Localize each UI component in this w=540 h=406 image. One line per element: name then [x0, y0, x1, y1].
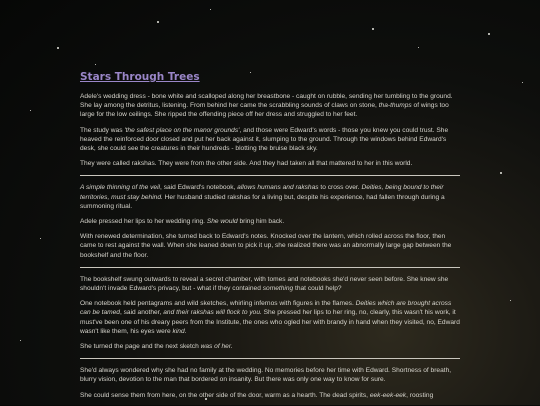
- text-run: , and those were Edward's words - those you knew you could trust. She heaved the reinforced door closed and put her back against it, slumping to the ground. Through the windows behind Edward's desk, she could see the creatures in their hundreds - blotting the bruise black sky.: [80, 126, 449, 153]
- section-divider: [80, 175, 460, 176]
- text-run: .: [184, 327, 187, 335]
- story-paragraph: [80, 366, 460, 384]
- text-run: One notebook held pentagrams and wild sketches, whirling infernos with figures in the flames.: [80, 300, 356, 308]
- story-paragraph: [80, 232, 460, 260]
- text-run: The study was: [80, 126, 125, 134]
- star: [418, 47, 419, 48]
- section-divider: [80, 267, 460, 268]
- star: [20, 340, 21, 341]
- italic-text: She would: [206, 218, 238, 226]
- story-paragraph: [80, 183, 460, 211]
- text-run: She'd always wondered why she had no family at the wedding. No memories before her time with Edward. Shortness of breath, blurry vision, devotion to the man that bordered on insanity. But there was only one way to know for sure.: [80, 367, 452, 384]
- text-run: Adele pressed her lips to her wedding ring.: [80, 218, 207, 226]
- story-paragraph: [80, 299, 460, 336]
- story-paragraph: [80, 342, 460, 351]
- story-title[interactable]: Stars Through Trees: [80, 71, 200, 83]
- text-run: of wings too large for the low ceilings. She ripped the offending piece off her dress and struggled to her feet.: [80, 102, 449, 119]
- star: [30, 110, 31, 111]
- star: [500, 172, 502, 174]
- star: [157, 21, 159, 23]
- italic-text: tha-thumps: [378, 102, 412, 110]
- story-paragraph: [80, 92, 460, 120]
- star: [510, 300, 511, 301]
- text-run: She pressed her lips to her ring, no, clearly, this wasn't his work, it must've been one of his dreary peers from the Institute, the ones who ogled her with brandy in hand when they visited, no, Edward wasn't like them, his eyes were: [80, 309, 460, 335]
- star: [522, 82, 523, 83]
- section-divider: [80, 358, 460, 359]
- story-body: [80, 92, 460, 400]
- italic-text: Deities which are brought across can be tamed: [80, 300, 452, 317]
- text-run: She turned the page and the next sketch: [80, 343, 201, 351]
- text-run: She could sense them from here, on the other side of the door, warm as a hearth. The dead spirits,: [80, 391, 370, 399]
- story-page: [80, 62, 460, 406]
- star: [57, 47, 59, 49]
- italic-text: Deities, being bound to their territories, must stay behind.: [80, 184, 444, 201]
- italic-text: was of her.: [200, 343, 233, 351]
- story-paragraph: [80, 126, 460, 154]
- star: [40, 238, 41, 239]
- story-paragraph: [80, 391, 460, 400]
- text-run: , said Edward's notebook,: [160, 184, 238, 192]
- text-run: to cross over.: [318, 184, 362, 192]
- story-paragraph: [80, 159, 460, 168]
- text-run: The bookshelf swung outwards to reveal a secret chamber, with tomes and notebooks she'd never seen before. She knew she shouldn't invade Edward's privacy, but - what if they contained: [80, 275, 449, 293]
- text-run: Adele's wedding dress - bone white and scalloped along her breastbone - caught on rubble, sending her tumbling to the ground. She lay among the detritus, listening. From behind her came the scrabbling sounds of claws on stone,: [80, 93, 453, 110]
- text-run: They were called rakshas. They were from the other side. And they had taken all that mattered to her in this world.: [80, 160, 413, 168]
- italic-text: A simple thinning of the veil: [80, 184, 161, 192]
- italic-text: allows humans and rakshas: [237, 184, 319, 192]
- text-run: bring him back.: [237, 218, 285, 226]
- italic-text: kind: [172, 327, 185, 335]
- text-run: With renewed determination, she turned back to Edward's notes. Knocked over the lantern, which rolled across the floor, then came to rest against the wall. When she leaned down to pick it up, she realized there was an abnormally large gap between the bookshelf and the floor.: [80, 233, 452, 259]
- text-run: that could help?: [293, 285, 342, 293]
- text-run: , roosting: [406, 391, 434, 399]
- text-run: Her husband studied rakshas for a living but, despite his experience, had fallen through during a summoning ritual.: [80, 193, 445, 210]
- star: [372, 28, 374, 30]
- italic-text: something: [262, 285, 294, 293]
- text-run: , said another,: [119, 309, 164, 317]
- star: [210, 9, 211, 10]
- italic-text: and their rakshas will flock to you.: [163, 309, 262, 317]
- story-paragraph: [80, 275, 460, 293]
- story-paragraph: [80, 217, 460, 226]
- italic-text: eek-eek-eek: [369, 391, 407, 399]
- italic-text: 'the safest place on the manor grounds': [124, 126, 240, 134]
- star: [488, 33, 490, 35]
